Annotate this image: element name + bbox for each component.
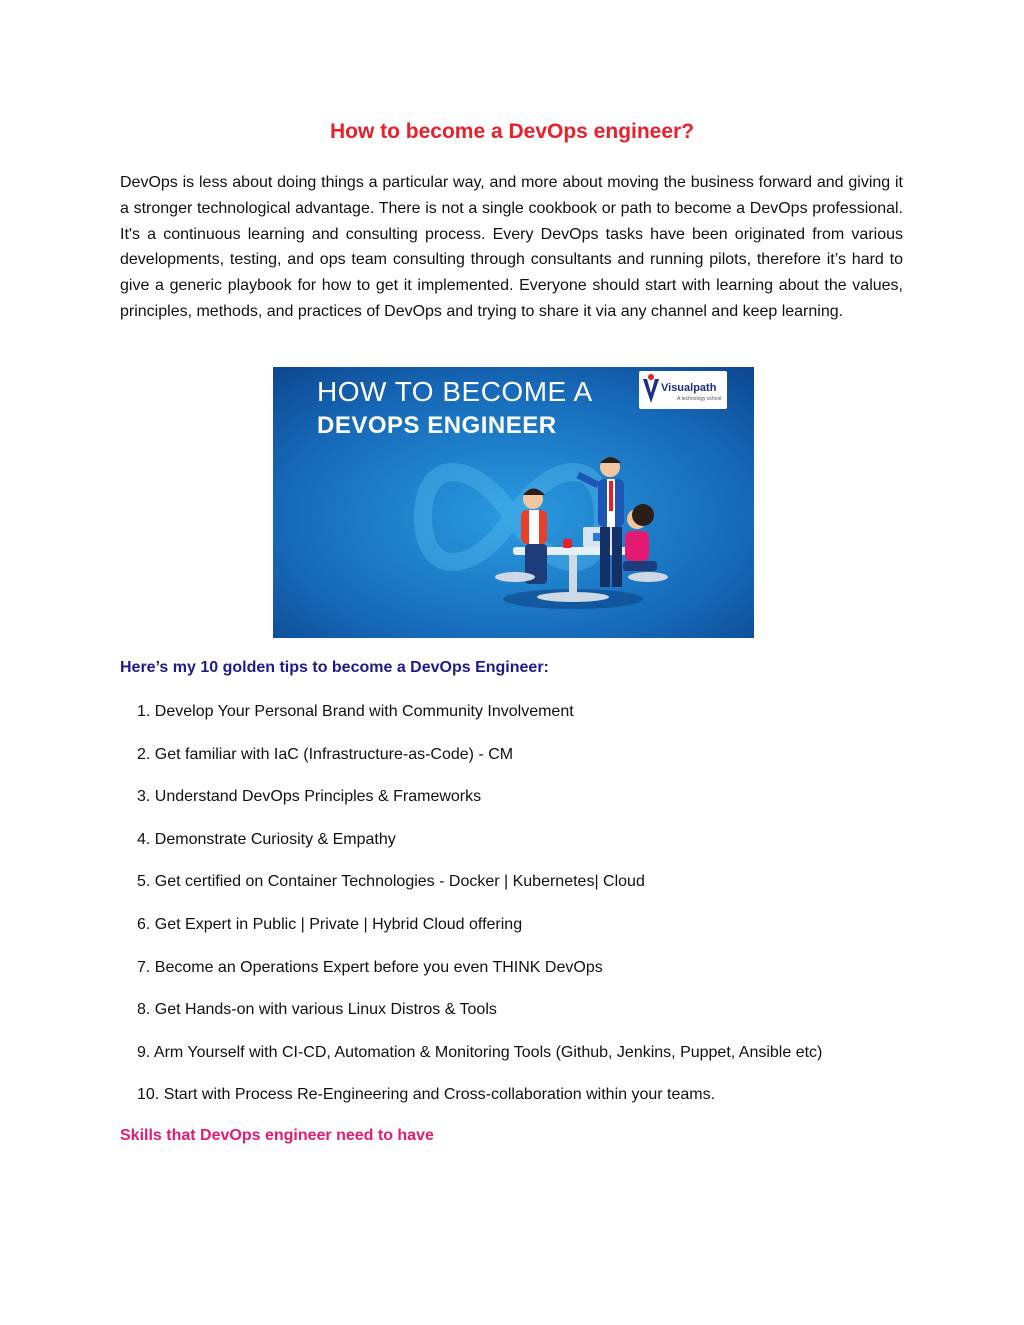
list-item: 1. Develop Your Personal Brand with Community Involvement <box>137 703 574 720</box>
skills-heading: Skills that DevOps engineer need to have <box>120 1127 434 1144</box>
list-item: 8. Get Hands-on with various Linux Distros & Tools <box>137 1001 497 1019</box>
tips-heading: Here’s my 10 golden tips to become a DevOps Engineer: <box>120 659 549 676</box>
intro-paragraph: DevOps is less about doing things a particular way, and more about moving the business forward and giving it a stronger technological advantage. There is not a single cookbook or path to become a DevOps professional. It's a continuous learning and consulting process. Every DevOps tasks have been originated from various developments, testing, and ops team consulting through consultants and running pilots, therefore it’s hard to give a generic playbook for how to get it implemented. Everyone should start with learning about the values, principles, methods, and practices of DevOps and trying to share it via any channel and keep learning. <box>120 174 903 320</box>
list-item: 5. Get certified on Container Technologies - Docker | Kubernetes| Cloud <box>137 873 645 891</box>
list-item: 2. Get familiar with IaC (Infrastructure-as-Code) - CM <box>137 745 514 763</box>
list-item: 6. Get Expert in Public | Private | Hybrid Cloud offering <box>137 915 523 933</box>
banner-heading-line-1: HOW TO BECOME A <box>317 376 593 407</box>
logo-tagline: A technology school <box>677 396 722 402</box>
devops-engineer-banner-image <box>273 367 754 638</box>
banner-heading-line-2: DEVOPS ENGINEER <box>317 412 557 439</box>
page-title: How to become a DevOps engineer? <box>329 120 695 143</box>
tips-list <box>137 700 822 1126</box>
list-item: 4. Demonstrate Curiosity & Empathy <box>137 830 396 848</box>
logo-text: Visualpath <box>661 382 717 394</box>
list-item: 7. Become an Operations Expert before you even THINK DevOps <box>137 958 603 976</box>
list-item: 3. Understand DevOps Principles & Frameworks <box>137 788 482 806</box>
visualpath-logo <box>639 371 727 409</box>
list-item: 10. Start with Process Re-Engineering and Cross-collaboration within your teams. <box>137 1086 716 1104</box>
list-item: 9. Arm Yourself with CI-CD, Automation & Monitoring Tools (Github, Jenkins, Puppet, Ansible etc) <box>137 1043 823 1061</box>
visualpath-v-icon <box>641 373 663 407</box>
